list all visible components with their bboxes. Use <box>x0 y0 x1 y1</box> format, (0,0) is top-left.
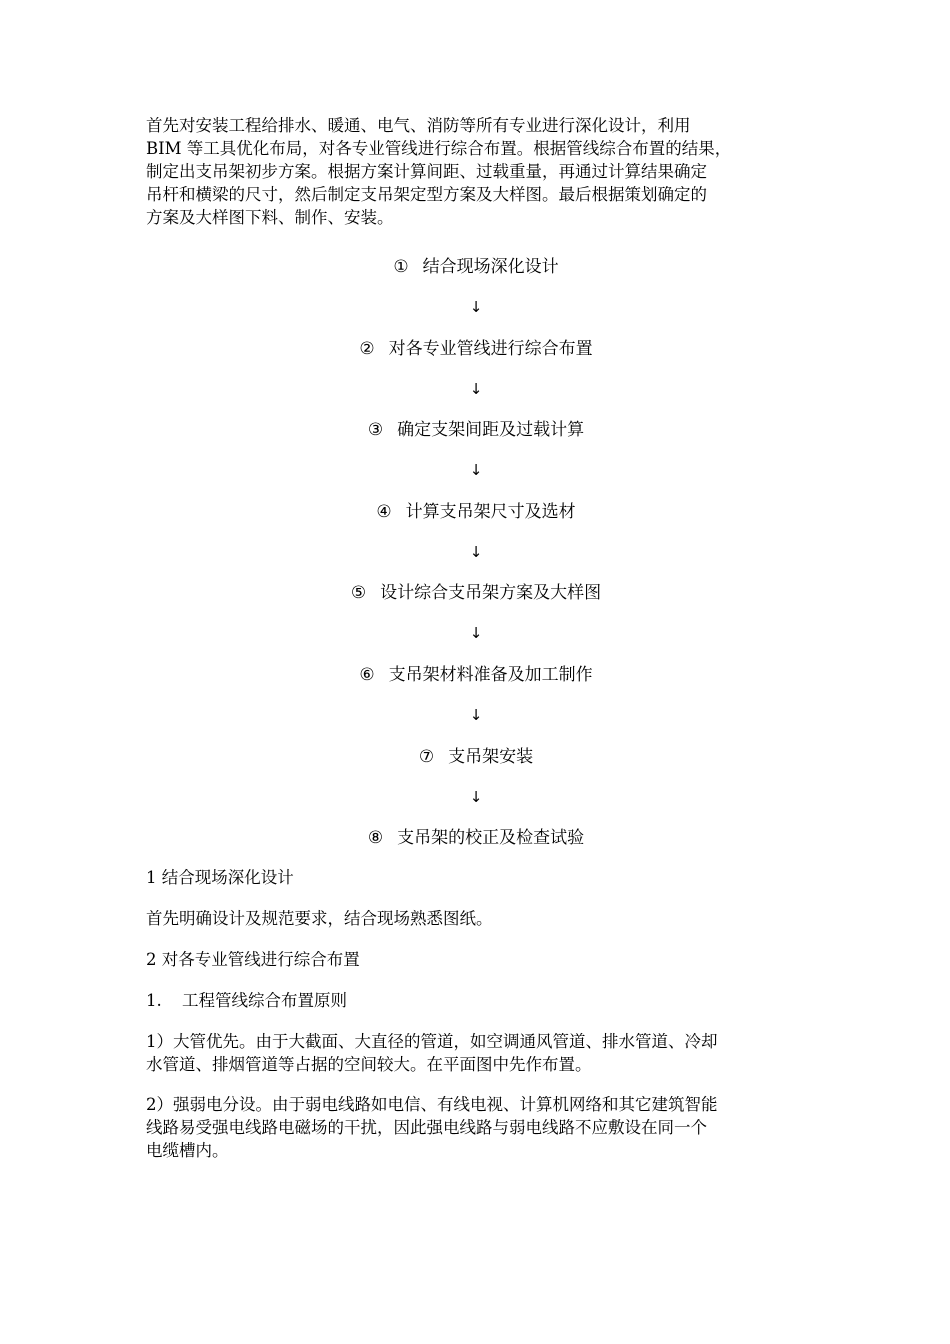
down-arrow-icon: ↓ <box>469 379 483 398</box>
step-number: ① <box>393 257 409 277</box>
list-item <box>146 1030 818 1076</box>
step-number: ⑤ <box>350 583 367 604</box>
list-item-line: 1）大管优先。由于大截面、大直径的管道，如空调通风管道、排水管道、冷却 <box>146 1032 718 1051</box>
section-heading: 2 对各专业管线进行综合布置 <box>146 950 360 969</box>
list-item-line: 水管道、排烟管道等占据的空间较大。在平面图中先作布置。 <box>146 1055 592 1074</box>
step-label: 计算支吊架尺寸及选材 <box>405 501 576 522</box>
step-label: 支吊架安装 <box>448 746 534 767</box>
intro-paragraph <box>146 114 818 229</box>
step-number: ⑧ <box>367 828 384 849</box>
down-arrow-icon: ↓ <box>469 298 483 316</box>
flow-step <box>146 662 806 688</box>
flow-step <box>146 254 806 280</box>
step-label: 对各专业管线进行综合布置 <box>388 338 593 359</box>
paragraph: 首先明确设计及规范要求，结合现场熟悉图纸。 <box>146 909 493 928</box>
down-arrow-icon: ↓ <box>469 624 483 643</box>
list-item <box>146 1093 818 1162</box>
step-number: ③ <box>367 420 384 441</box>
list-item-line: 电缆槽内。 <box>146 1141 229 1160</box>
step-number: ② <box>359 338 375 359</box>
subsection-number: 1. <box>146 991 162 1010</box>
step-label: 支吊架的校正及检查试验 <box>397 828 585 849</box>
document-body <box>146 866 818 1179</box>
step-label: 确定支架间距及过载计算 <box>397 420 585 441</box>
intro-line: 吊杆和横梁的尺寸，然后制定支吊架定型方案及大样图。最后根据策划确定的 <box>146 185 707 204</box>
down-arrow-icon: ↓ <box>469 461 483 480</box>
step-label: 设计综合支吊架方案及大样图 <box>380 583 602 604</box>
step-number: ⑥ <box>359 664 375 685</box>
step-number: ⑦ <box>418 746 435 767</box>
down-arrow-icon: ↓ <box>469 542 483 561</box>
intro-line: 方案及大样图下料、制作、安装。 <box>146 208 394 227</box>
flow-step <box>146 499 806 525</box>
flow-step <box>146 417 806 443</box>
intro-line: 制定出支吊架初步方案。根据方案计算间距、过载重量，再通过计算结果确定 <box>146 162 707 181</box>
intro-line: 首先对安装工程给排水、暖通、电气、消防等所有专业进行深化设计，利用 <box>146 116 691 135</box>
subsection-title: 工程管线综合布置原则 <box>182 991 347 1010</box>
flow-step <box>146 336 806 362</box>
step-label: 支吊架材料准备及加工制作 <box>388 664 593 685</box>
flow-step <box>146 580 806 606</box>
flow-step <box>146 825 806 851</box>
down-arrow-icon: ↓ <box>469 787 483 806</box>
step-number: ④ <box>376 501 392 522</box>
intro-line: BIM 等工具优化布局，对各专业管线进行综合布置。根据管线综合布置的结果， <box>146 139 732 158</box>
subsection-heading <box>146 989 818 1013</box>
process-flowchart <box>146 254 806 851</box>
flow-step <box>146 744 806 770</box>
list-item-line: 2）强弱电分设。由于弱电线路如电信、有线电视、计算机网络和其它建筑智能 <box>146 1095 718 1114</box>
section-heading: 1 结合现场深化设计 <box>146 868 294 887</box>
step-label: 结合现场深化设计 <box>422 257 559 277</box>
list-item-line: 线路易受强电线路电磁场的干扰，因此强电线路与弱电线路不应敷设在同一个 <box>146 1118 707 1137</box>
down-arrow-icon: ↓ <box>469 705 483 724</box>
